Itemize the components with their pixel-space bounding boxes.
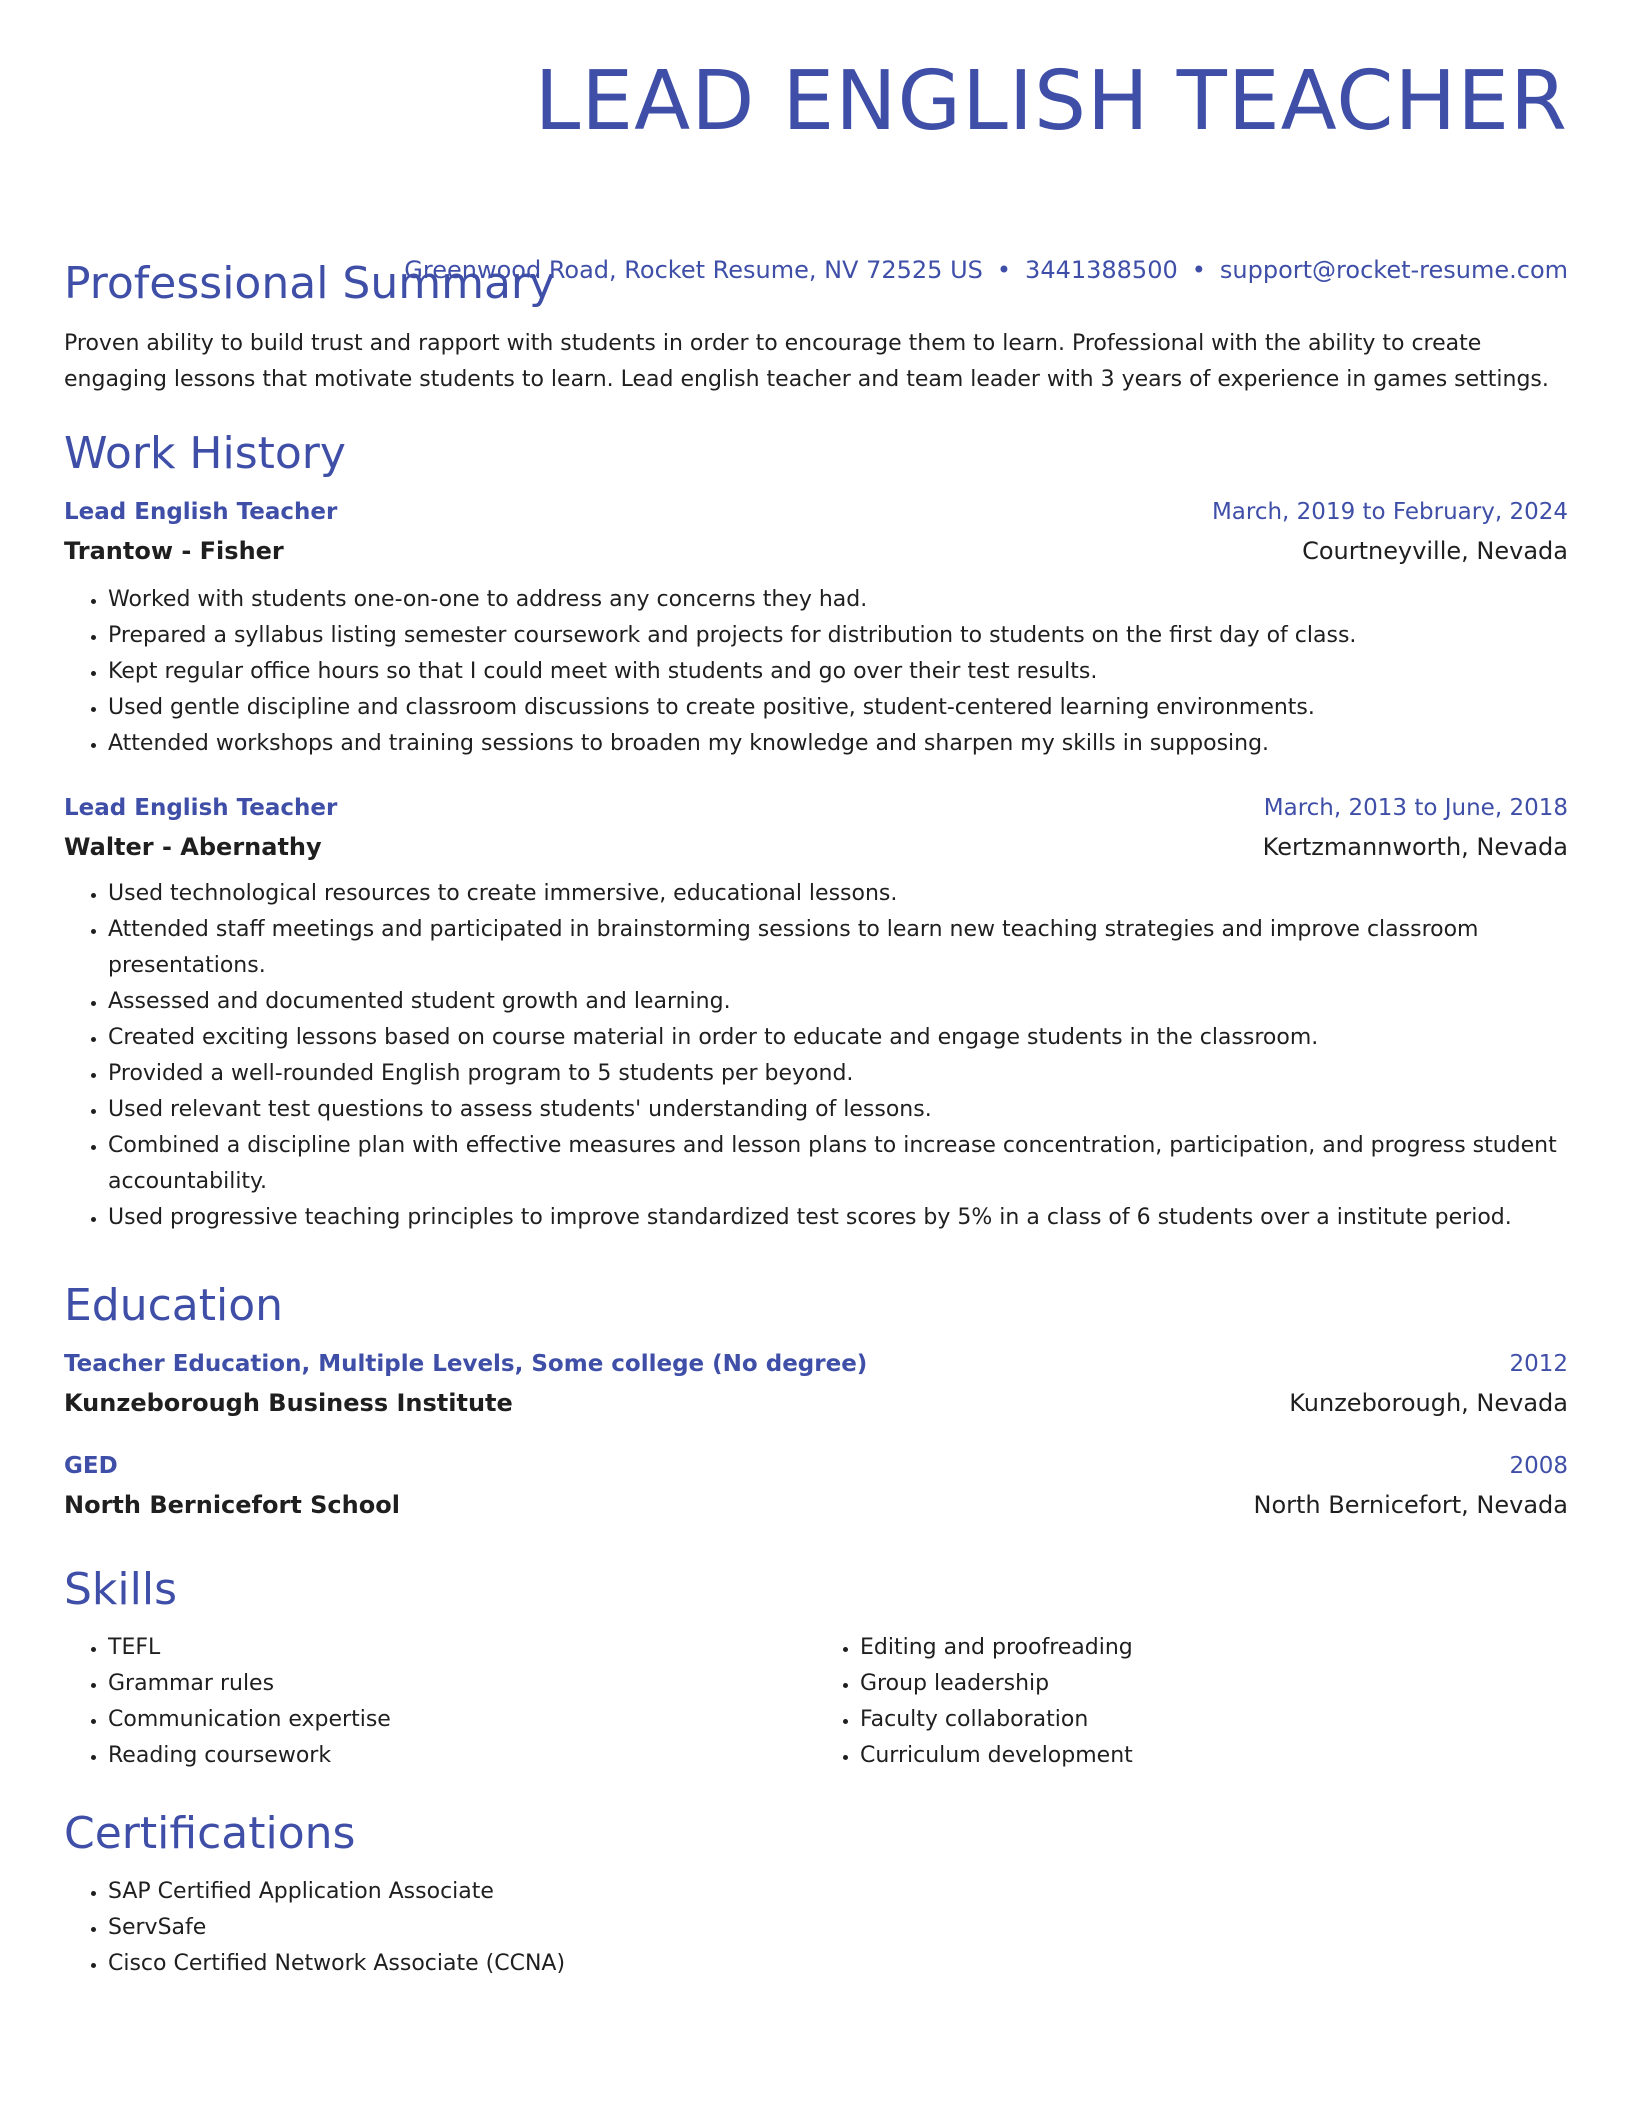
school-name: North Bernicefort School bbox=[64, 1491, 400, 1519]
skills-section bbox=[64, 1562, 1568, 1774]
separator-dot: • bbox=[996, 256, 1012, 284]
company-name: Trantow - Fisher bbox=[64, 537, 284, 565]
skill-item: • TEFL bbox=[108, 1630, 816, 1666]
list-item: • Provided a well-rounded English program to 5 students per beyond. bbox=[108, 1056, 1568, 1092]
section-title-summary: Professional Summary bbox=[64, 258, 556, 309]
summary-text: Proven ability to build trust and rapport with students in order to encourage them to learn. Professional with the ability to create engaging lessons that motivate students to learn. Lead english teacher and team leader with 3 years of experience in games settings. bbox=[64, 331, 1549, 392]
graduation-year: 2012 bbox=[1509, 1351, 1568, 1377]
graduation-year: 2008 bbox=[1509, 1453, 1568, 1479]
section-title-education: Education bbox=[64, 1280, 284, 1331]
job-location: Courtneyville, Nevada bbox=[1302, 537, 1568, 565]
list-item: • Combined a discipline plan with effective measures and lesson plans to increase concentration, participation, and progress student accountability. bbox=[108, 1128, 1568, 1200]
certification-item: • Cisco Certified Network Associate (CCNA) bbox=[108, 1946, 1568, 1982]
school-location: North Bernicefort, Nevada bbox=[1253, 1491, 1568, 1519]
skill-item: • Reading coursework bbox=[108, 1738, 816, 1774]
section-title-skills: Skills bbox=[64, 1564, 178, 1615]
job-dates: March, 2013 to June, 2018 bbox=[1263, 795, 1568, 821]
job-entry bbox=[64, 792, 1568, 1236]
certifications-list bbox=[64, 1874, 1568, 1982]
certification-item: • SAP Certified Application Associate bbox=[108, 1874, 1568, 1910]
job-entry bbox=[64, 496, 1568, 762]
job-bullets bbox=[64, 582, 1568, 762]
resume-title: LEAD ENGLISH TEACHER bbox=[534, 54, 1568, 149]
list-item: • Prepared a syllabus listing semester coursework and projects for distribution to students on the first day of class. bbox=[108, 618, 1568, 654]
skill-item: • Faculty collaboration bbox=[860, 1702, 1568, 1738]
skill-item: • Grammar rules bbox=[108, 1666, 816, 1702]
job-dates: March, 2019 to February, 2024 bbox=[1211, 499, 1568, 525]
list-item: • Used technological resources to create immersive, educational lessons. bbox=[108, 876, 1568, 912]
phone: 3441388500 bbox=[1025, 256, 1178, 284]
list-item: • Attended workshops and training sessions to broaden my knowledge and sharpen my skills in supposing. bbox=[108, 726, 1568, 762]
list-item: • Kept regular office hours so that I could meet with students and go over their test results. bbox=[108, 654, 1568, 690]
job-bullets bbox=[64, 876, 1568, 1236]
job-title: Lead English Teacher bbox=[64, 795, 338, 821]
skill-item: • Editing and proofreading bbox=[860, 1630, 1568, 1666]
education-section bbox=[64, 1278, 1568, 1522]
list-item: • Attended staff meetings and participated in brainstorming sessions to learn new teaching strategies and improve classroom presentations. bbox=[108, 912, 1568, 984]
skill-item: • Group leadership bbox=[860, 1666, 1568, 1702]
list-item: • Assessed and documented student growth and learning. bbox=[108, 984, 1568, 1020]
school-location: Kunzeborough, Nevada bbox=[1289, 1389, 1568, 1417]
section-title-work-history: Work History bbox=[64, 428, 346, 479]
skills-list-right bbox=[816, 1630, 1568, 1774]
company-name: Walter - Abernathy bbox=[64, 833, 322, 861]
degree: Teacher Education, Multiple Levels, Some college (No degree) bbox=[64, 1351, 868, 1377]
list-item: • Used progressive teaching principles to improve standardized test scores by 5% in a class of 6 students over a institute period. bbox=[108, 1200, 1568, 1236]
skills-list-left bbox=[64, 1630, 816, 1774]
education-entry bbox=[64, 1348, 1568, 1420]
list-item: • Used relevant test questions to assess students' understanding of lessons. bbox=[108, 1092, 1568, 1128]
email-link[interactable]: support@rocket-resume.com bbox=[1219, 256, 1568, 284]
skill-item: • Curriculum development bbox=[860, 1738, 1568, 1774]
address: Greenwood Road, Rocket Resume, NV 72525 US bbox=[404, 256, 983, 284]
certifications-section bbox=[64, 1806, 1568, 1982]
education-entry bbox=[64, 1450, 1568, 1522]
job-title: Lead English Teacher bbox=[64, 499, 338, 525]
list-item: • Created exciting lessons based on course material in order to educate and engage students in the classroom. bbox=[108, 1020, 1568, 1056]
summary-section bbox=[64, 256, 1568, 398]
list-item: • Used gentle discipline and classroom discussions to create positive, student-centered learning environments. bbox=[108, 690, 1568, 726]
work-history-section bbox=[64, 426, 1568, 1236]
skill-item: • Communication expertise bbox=[108, 1702, 816, 1738]
certification-item: • ServSafe bbox=[108, 1910, 1568, 1946]
list-item: • Worked with students one-on-one to address any concerns they had. bbox=[108, 582, 1568, 618]
school-name: Kunzeborough Business Institute bbox=[64, 1389, 513, 1417]
job-location: Kertzmannworth, Nevada bbox=[1262, 833, 1568, 861]
degree: GED bbox=[64, 1453, 118, 1479]
section-title-certifications: Certifications bbox=[64, 1808, 356, 1859]
separator-dot: • bbox=[1191, 256, 1206, 284]
